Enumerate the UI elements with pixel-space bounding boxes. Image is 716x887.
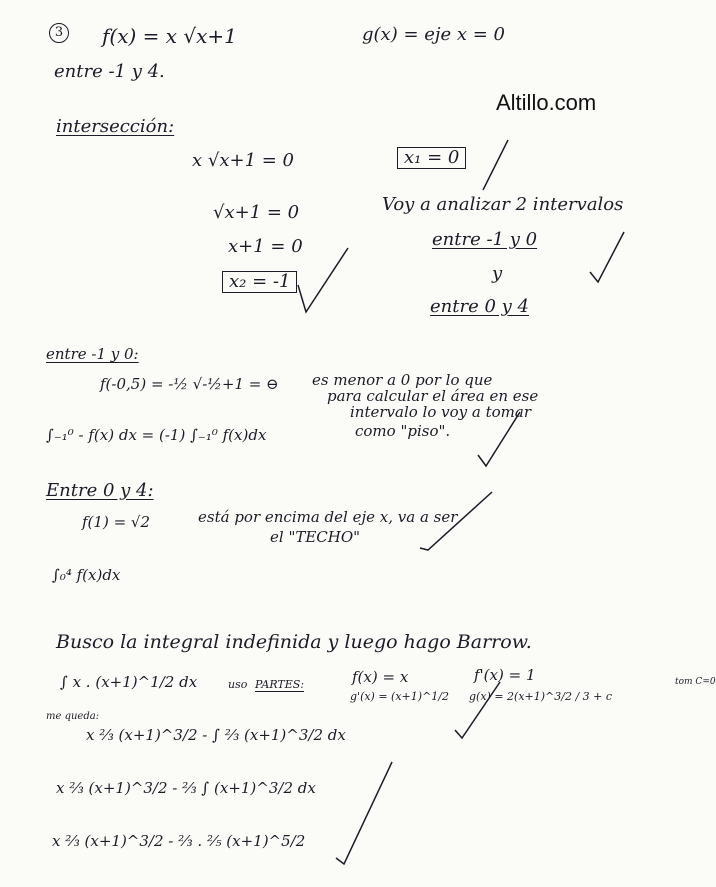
section-2-integral: ∫₀⁴ f(x)dx xyxy=(52,566,121,584)
result-line-1: x ⅔ (x+1)^3/2 - ∫ ⅔ (x+1)^3/2 dx xyxy=(86,726,346,744)
section-1-text-2: para calcular el área en ese xyxy=(327,387,539,405)
check-mark-intervals xyxy=(590,232,624,282)
parts-f-prime: f'(x) = 1 xyxy=(474,666,536,684)
parts-g-prime: g'(x) = (x+1)^1/2 xyxy=(350,690,449,703)
me-queda-label: me queda: xyxy=(46,711,100,722)
check-mark-piso xyxy=(478,412,520,466)
section-2-text-1: está por encima del eje x, va a ser xyxy=(198,508,458,526)
interval-1: entre -1 y 0 xyxy=(432,229,538,250)
interval-2: entre 0 y 4 xyxy=(430,296,529,317)
check-mark-x1 xyxy=(483,140,508,190)
result-line-3: x ⅔ (x+1)^3/2 - ⅔ . ⅖ (x+1)^5/2 xyxy=(52,832,306,850)
section-2-heading: Entre 0 y 4: xyxy=(46,480,154,501)
parts-g: g(x) = 2(x+1)^3/2 / 3 + c xyxy=(469,690,613,703)
section-3-intro: Busco la integral indefinida y luego hago Barrow. xyxy=(56,631,532,653)
watermark: Altillo.com xyxy=(496,90,597,115)
section-3-integral: ∫ x . (x+1)^1/2 dx xyxy=(60,673,198,691)
margin-note: tom C=0 xyxy=(675,677,716,687)
problem-number: 3 xyxy=(49,23,69,43)
section-1-heading: entre -1 y 0: xyxy=(46,345,139,363)
interseccion-step-2: √x+1 = 0 xyxy=(213,202,300,223)
section-1-evaluation: f(-0,5) = -½ √-½+1 = ⊖ xyxy=(100,375,279,393)
function-f-definition: f(x) = x √x+1 xyxy=(102,24,237,48)
root-x1: x₁ = 0 xyxy=(397,147,466,169)
section-1-text-4: como "piso". xyxy=(355,422,451,440)
uso-label: uso xyxy=(228,678,248,691)
long-check-stroke xyxy=(336,762,392,864)
parts-f: f(x) = x xyxy=(352,668,409,686)
root-x2: x₂ = -1 xyxy=(222,271,297,293)
section-2-evaluation: f(1) = √2 xyxy=(82,513,151,531)
section-1-text-1: es menor a 0 por lo que xyxy=(312,371,493,389)
intervals-intro: Voy a analizar 2 intervalos xyxy=(382,194,624,215)
partes-label: PARTES: xyxy=(255,678,305,691)
interseccion-heading: intersección: xyxy=(56,116,175,137)
section-1-integral: ∫₋₁⁰ - f(x) dx = (-1) ∫₋₁⁰ f(x)dx xyxy=(46,426,267,444)
interseccion-step-3: x+1 = 0 xyxy=(228,236,303,257)
section-2-text-2: el "TECHO" xyxy=(270,528,361,546)
check-mark-roots xyxy=(298,248,348,312)
function-g-definition: g(x) = eje x = 0 xyxy=(362,24,505,45)
result-line-2: x ⅔ (x+1)^3/2 - ⅔ ∫ (x+1)^3/2 dx xyxy=(56,779,316,797)
section-1-text-3: intervalo lo voy a tomar xyxy=(350,403,531,421)
interval-connector: y xyxy=(492,263,503,284)
interseccion-step-1: x √x+1 = 0 xyxy=(192,150,295,171)
check-mark-techo xyxy=(420,492,492,550)
check-mark-g xyxy=(455,682,500,738)
interval-range: entre -1 y 4. xyxy=(54,61,165,82)
